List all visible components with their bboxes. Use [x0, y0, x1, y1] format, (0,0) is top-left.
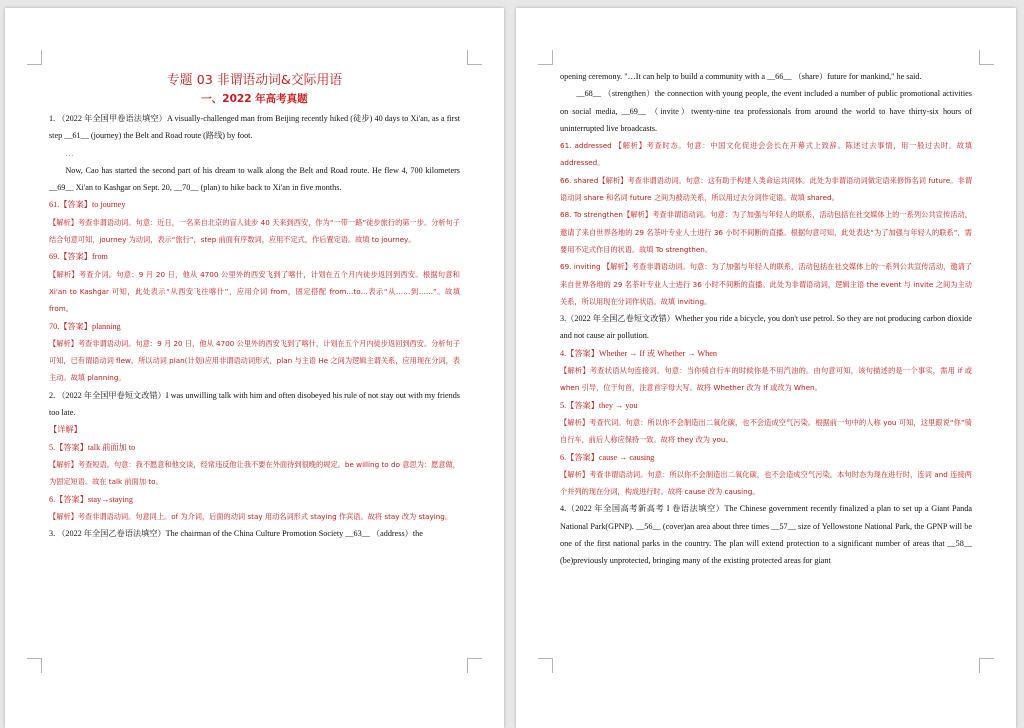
right-page-content — [560, 68, 972, 570]
crop-mark — [467, 50, 482, 65]
document-page-left — [5, 8, 504, 728]
answer-paragraph: 【详解】 — [49, 425, 82, 435]
crop-mark — [27, 658, 42, 673]
crop-mark — [538, 50, 553, 65]
question-paragraph: 4.（2022 年全国高考新高考 I 卷语法填空）The Chinese government recently finalized a plan to set up a Giant Panda National Park(GPNP). __56__ (cover)an area about three times __57__ size of Yellowstone National Park, the GPNP will be one of the first national parks in the country. The plan will extend protection to a significant number of areas that __58__ (be)previously unprotected, bringing many of the existing protected areas for giant — [560, 504, 972, 566]
answer-paragraph: 61.【答案】to journey — [49, 200, 126, 210]
answer-paragraph: 4.【答案】Whether → If 或 Whether → When — [560, 348, 717, 358]
answer-paragraph: 66. shared【解析】考查非谓语动词。句意：这有助于构建人类命运共同体。此处为非谓语动词做定语来修饰名词 future。非谓语动词 share 和名词 future 之间为被动关系，所以用过去分词作定语。故填 shared。 — [560, 175, 972, 203]
crop-mark — [979, 50, 994, 65]
question-paragraph: 3.（2022 年全国乙卷短文改错）Whether you ride a bicycle, you don't use petrol. So they are not producing carbon dioxide and not cause air pollution. — [560, 314, 972, 341]
answer-paragraph: 【解析】考查非谓语动词。句意：所以你不会制造出二氧化碳，也不会造成空气污染。本句时态为现在进行时，连词 and 连接两个并列的现在分词，构成进行时。故将 cause 改为 causing。 — [560, 469, 972, 497]
crop-mark — [467, 658, 482, 673]
question-paragraph: 1. （2022 年全国甲卷语法填空）A visually-challenged man from Beijing recently hiked (徒步) 40 days to Xi'an, as a first step __61__ (journey) the Belt and Road route (路线) by foot. — [49, 114, 460, 141]
crop-mark — [27, 50, 42, 65]
answer-paragraph: 68. To strengthen【解析】考查非谓语动词。句意：为了加强与年轻人的联系，活动包括在社交媒体上的一系列公共宣传活动，邀请了来自世界各地的 29 名茶叶专业人士进行 36 小时不间断的直播。根据句意可知，此处表达“为了加强与年轻人的联系”，需要用不定式作目的状语。故填 To strengthen。 — [560, 210, 972, 254]
document-page-right — [516, 8, 1016, 728]
document-title: 专题 03 非谓语动词&交际用语 — [166, 73, 343, 88]
section-heading: 一、2022 年高考真题 — [201, 93, 308, 105]
answer-paragraph: 【解析】考查短语。句意：我不愿意和他交谈，经常违反他让我不要在外面待到很晚的规定。be willing to do 意思为：愿意做，为固定短语。故在 talk 前面加 to。 — [49, 459, 460, 487]
answer-paragraph: 【解析】考查非谓语动词。句意同上。of 为介词，后面的动词 stay 用动名词形式 staying 作宾语。故将 stay 改为 staying。 — [49, 511, 453, 521]
answer-paragraph: 【解析】考查状语从句连接词。句意：当你骑自行车的时候你是不用汽油的。由句意可知，该句描述的是一个事实，需用 if 或 when 引导，位于句首，注意首字母大写。故将 Whether 改为 If 或改为 When。 — [560, 366, 972, 393]
question-paragraph: __68__ （strengthen）the connection with young people, the event included a number of public promotional activities on social media, __69__ （invite）twenty-nine tea professionals from around the world to have thirty-six hours of uninterrupted live broadcasts. — [560, 89, 972, 133]
answer-paragraph: 【解析】考查代词。句意：所以你不会制造出二氧化碳，也不会造成空气污染。根据前一句中的人称 you 可知，这里跟说“你”骑自行车，前后人称应保持一致。故将 they 改为 you。 — [560, 417, 972, 445]
question-paragraph: opening ceremony. "…It can help to build a community with a __66__ （share）future for mankind," he said. — [560, 72, 922, 81]
answer-paragraph: 61. addressed 【解析】考查时态。句意：中国文化促进会会长在开幕式上致辞。陈述过去事情，用一般过去时。故填 addressed。 — [560, 141, 972, 168]
answer-paragraph: 6.【答案】stay→staying — [49, 494, 133, 504]
answer-paragraph: 70.【答案】planning — [49, 321, 121, 331]
crop-mark — [538, 658, 553, 673]
question-paragraph: 2. （2022 年全国甲卷短文改错）I was unwilling talk with him and often disobeyed his rule of not stay out with my friends too late. — [49, 390, 460, 418]
question-paragraph: … — [65, 148, 74, 158]
answer-paragraph: 6.【答案】cause → causing — [560, 452, 655, 462]
question-paragraph: Now, Cao has started the second part of his dream to walk along the Belt and Road route. He flew 4, 700 kilometers __69__ Xi'an to Kashgar on Sept. 20, __70__ (plan) to hike back to Xi'an in five months. — [49, 165, 460, 193]
question-paragraph: 3. （2022 年全国乙卷语法填空）The chairman of the China Culture Promotion Society __63__ （address）the — [49, 529, 423, 539]
left-page-content — [49, 70, 460, 542]
answer-paragraph: 5.【答案】they → you — [560, 400, 638, 410]
answer-paragraph: 5.【答案】talk 前面加 to — [49, 442, 136, 452]
answer-paragraph: 69.【答案】from — [49, 252, 108, 262]
crop-mark — [979, 658, 994, 673]
answer-paragraph: 【解析】考查非谓语动词。句意：近日，一名来自北京的盲人徒步 40 天来到西安，作为“一带一路”徒步旅行的第一步。分析句子结合句意可知，journey 为动词，表示“旅行”，step 前面有序数词，应用不定式，作后置定语。故填 to journey。 — [49, 217, 460, 245]
answer-paragraph: 【解析】考查介词。句意：9 月 20 日，他从 4700 公里外的西安飞到了喀什，计划在五个月内徒步返回到西安。根据句意和 Xi'an to Kashgar 可知，此处表示“从西安飞往喀什”，应用介词 from，固定搭配 from…to…表示“从……到……”。故填 from。 — [49, 269, 460, 314]
answer-paragraph: 69. inviting 【解析】考查非谓语动词。句意：为了加强与年轻人的联系，活动包括在社交媒体上的一系列公共宣传活动，邀请了来自世界各地的 29 名茶叶专业人士进行 36 小时不间断的直播。此处为非谓语动词，逻辑主语 the event 与 invite 之间为主动关系，所以用现在分词作状语。故填 inviting。 — [560, 262, 972, 306]
answer-paragraph: 【解析】考查非谓语动词。句意：9 月 20 日，他从 4700 公里外的西安飞到了喀什，计划在五个月内徒步返回到西安。分析句子可知，已有谓语动词 flew，所以动词 plan(计划)应用非谓语动词形式，plan 与主语 He 之间为逻辑主谓关系，应用现在分词，表主动。故填 planning。 — [49, 338, 460, 383]
